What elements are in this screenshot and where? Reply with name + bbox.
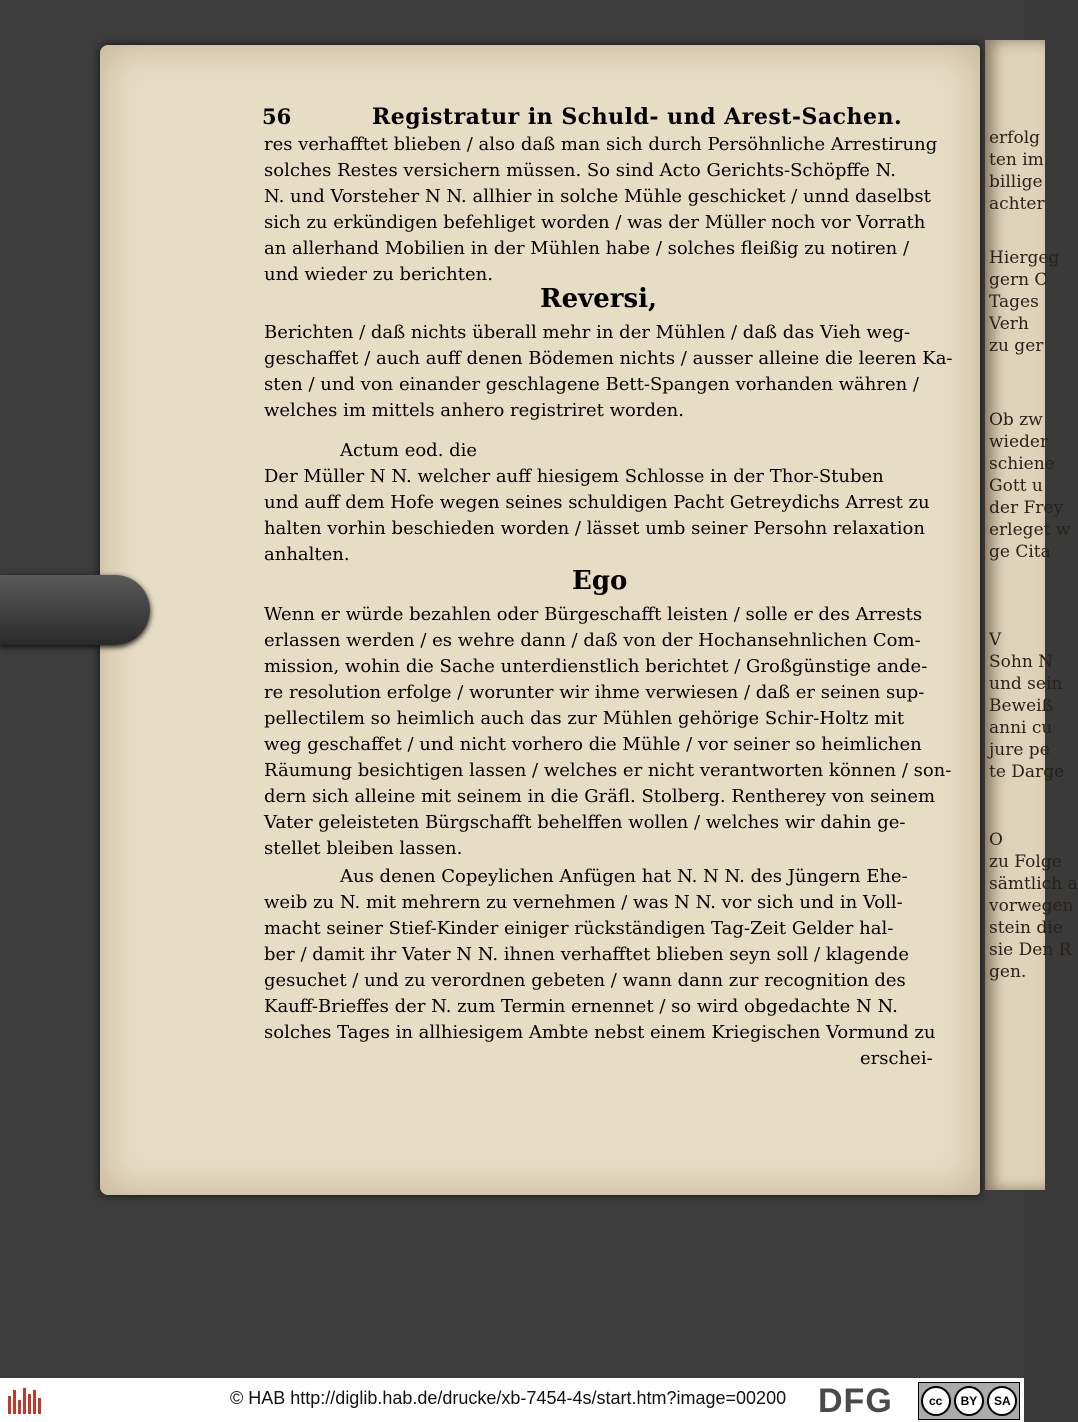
text-line: macht seiner Stief-Kinder einiger rückständigen Tag-Zeit Gelder hal- bbox=[264, 918, 894, 939]
facing-page-fragment: Verh bbox=[989, 314, 1029, 334]
facing-page-fragment: der Frey bbox=[989, 498, 1064, 518]
facing-page-fragment: sie Den R bbox=[989, 940, 1072, 960]
facing-page-fragment: zu ger bbox=[989, 336, 1044, 356]
text-line: welches im mittels anhero registriret worden. bbox=[264, 400, 684, 421]
facing-page-fragment: Gott u bbox=[989, 476, 1043, 496]
text-line: Vater geleisteten Bürgschafft behelffen wollen / welches wir dahin ge- bbox=[264, 812, 906, 833]
text-line: an allerhand Mobilien in der Mühlen habe / solches fleißig zu notiren / bbox=[264, 238, 910, 259]
cc-license-badge[interactable] bbox=[918, 1382, 1020, 1420]
text-line: stellet bleiben lassen. bbox=[264, 838, 463, 859]
facing-page-fragment: und sein bbox=[989, 674, 1063, 694]
text-line: erlassen werden / es wehre dann / daß von der Hochansehnlichen Com- bbox=[264, 630, 921, 651]
text-line: geschaffet / auch auff denen Bödemen nichts / ausser alleine die leeren Ka- bbox=[264, 348, 953, 369]
text-line: solches Tages in allhiesigem Ambte nebst einem Kriegischen Vormund zu bbox=[264, 1022, 936, 1043]
section-heading-ego: Ego bbox=[572, 566, 628, 596]
actum-line: Actum eod. die bbox=[340, 440, 478, 461]
facing-page-fragment: Ob zw bbox=[989, 410, 1043, 430]
text-line: anhalten. bbox=[264, 544, 350, 565]
facing-page-fragment: Hiergeg bbox=[989, 248, 1060, 268]
facing-page-fragment: anni cu bbox=[989, 718, 1053, 738]
catchword: erschei- bbox=[860, 1048, 933, 1069]
facing-page-edge bbox=[985, 40, 1078, 1190]
facing-page-fragment: schiene bbox=[989, 454, 1055, 474]
text-line: mission, wohin die Sache unterdienstlich berichtet / Großgünstige ande- bbox=[264, 656, 928, 677]
text-line: Berichten / daß nichts überall mehr in der Mühlen / daß das Vieh weg- bbox=[264, 322, 911, 343]
footer-credit[interactable] bbox=[230, 1388, 786, 1409]
text-line: sten / und von einander geschlagene Bett-Spangen vorhanden währen / bbox=[264, 374, 919, 395]
facing-page-fragment: wieder bbox=[989, 432, 1049, 452]
text-line: weib zu N. mit mehrern zu vernehmen / was N N. vor sich und in Voll- bbox=[264, 892, 903, 913]
facing-page-fragment: stein die bbox=[989, 918, 1063, 938]
facing-page-fragment: Sohn N bbox=[989, 652, 1054, 672]
text-line: Der Müller N N. welcher auff hiesigem Schlosse in der Thor-Stuben bbox=[264, 466, 884, 487]
text-line: und auff dem Hofe wegen seines schuldigen Pacht Getreydichs Arrest zu bbox=[264, 492, 930, 513]
sa-icon: SA bbox=[987, 1386, 1017, 1416]
text-line: Wenn er würde bezahlen oder Bürgeschafft leisten / solle er des Arrests bbox=[264, 604, 923, 625]
text-line: res verhafftet blieben / also daß man sich durch Persöhnliche Arrestirung bbox=[264, 134, 938, 155]
text-line: pellectilem so heimlich auch das zur Mühlen gehörige Schir-Holtz mit bbox=[264, 708, 905, 729]
facing-page-fragment: sämtlich a bbox=[989, 874, 1078, 894]
facing-page-fragment: gen. bbox=[989, 962, 1027, 982]
text-line: solches Restes versichern müssen. So sind Acto Gerichts-Schöpffe N. bbox=[264, 160, 896, 181]
text-line: gesuchet / und zu verordnen gebeten / wann dann zur recognition des bbox=[264, 970, 906, 991]
running-title: Registratur in Schuld- und Arest-Sachen. bbox=[372, 104, 903, 130]
text-line: dern sich alleine mit seinem in die Gräfl. Stolberg. Rentherey von seinem bbox=[264, 786, 936, 807]
facing-page-fragment: erfolg bbox=[989, 128, 1041, 148]
text-line: N. und Vorsteher N N. allhier in solche Mühle geschicket / unnd daselbst bbox=[264, 186, 931, 207]
text-line: weg geschaffet / und nicht vorhero die Mühle / vor seiner so heimlichen bbox=[264, 734, 922, 755]
text-line: ber / damit ihr Vater N N. ihnen verhafftet blieben seyn soll / klagende bbox=[264, 944, 910, 965]
text-line: re resolution erfolge / worunter wir ihme verwiesen / daß er seinen sup- bbox=[264, 682, 925, 703]
text-line: halten vorhin beschieden worden / lässet umb seiner Persohn relaxation bbox=[264, 518, 925, 539]
cc-icon: cc bbox=[921, 1386, 951, 1416]
section-heading-reversi: Reversi, bbox=[540, 284, 658, 314]
dfg-logo[interactable]: DFG bbox=[818, 1382, 893, 1420]
text-line: Aus denen Copeylichen Anfügen hat N. N N. des Jüngern Ehe- bbox=[340, 866, 908, 887]
page-clip bbox=[0, 575, 150, 645]
permalink-link[interactable]: © HAB http://diglib.hab.de/drucke/xb-7454-4s/start.htm?image=00200 bbox=[230, 1388, 787, 1408]
facing-page-fragment: erleget w bbox=[989, 520, 1071, 540]
facing-page-fragment: V bbox=[989, 630, 1002, 650]
facing-page-fragment: O bbox=[989, 830, 1003, 850]
facing-page-fragment: vorwegen bbox=[989, 896, 1074, 916]
facing-page-fragment: te Darge bbox=[989, 762, 1065, 782]
text-line: Räumung besichtigen lassen / welches er nicht verantworten können / son- bbox=[264, 760, 952, 781]
text-line: Kauff-Brieffes der N. zum Termin ernennet / so wird obgedachte N N. bbox=[264, 996, 898, 1017]
facing-page-fragment: zu Folge bbox=[989, 852, 1062, 872]
facing-page-fragment: billige bbox=[989, 172, 1043, 192]
text-line: und wieder zu berichten. bbox=[264, 264, 493, 285]
facing-page-fragment: gern C bbox=[989, 270, 1048, 290]
footer-bar bbox=[0, 1378, 1024, 1422]
facing-page-fragment: ten im bbox=[989, 150, 1044, 170]
facing-page-fragment: achter bbox=[989, 194, 1045, 214]
page-number: 56 bbox=[262, 104, 292, 129]
text-line: sich zu erkündigen befehliget worden / was der Müller noch vor Vorrath bbox=[264, 212, 926, 233]
by-icon: BY bbox=[954, 1386, 984, 1416]
facing-page-fragment: Beweiß bbox=[989, 696, 1053, 716]
facing-page-fragment: Tages bbox=[989, 292, 1039, 312]
hab-logo[interactable] bbox=[8, 1386, 42, 1414]
facing-page-fragment: jure pe bbox=[989, 740, 1050, 760]
facing-page-fragment: ge Cita bbox=[989, 542, 1051, 562]
